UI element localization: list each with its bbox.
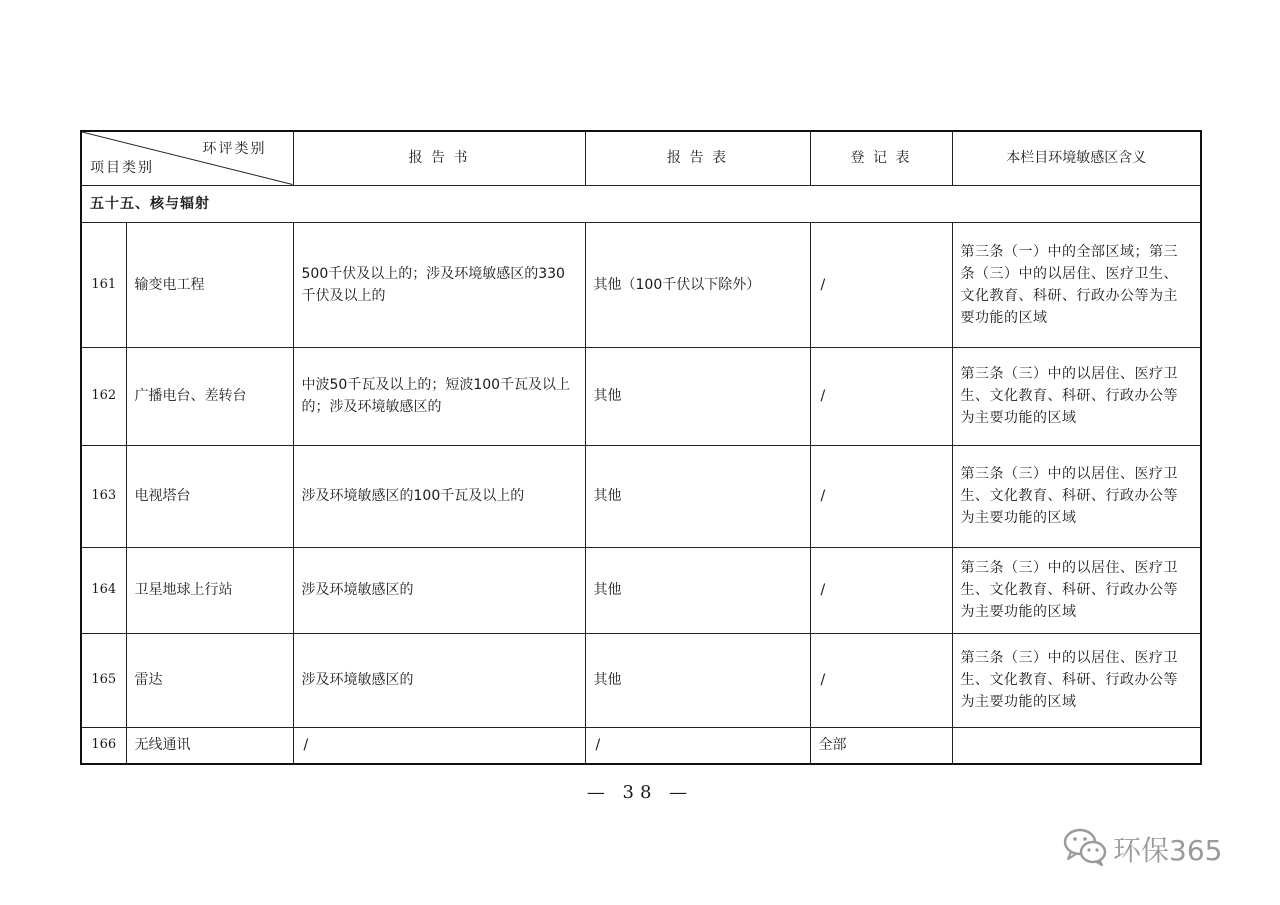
section-title: 五十五、核与辐射	[81, 185, 1201, 222]
form-condition: /	[585, 727, 810, 764]
table-row	[81, 445, 1201, 547]
watermark-text: 环保365	[1113, 834, 1223, 867]
table-row	[81, 222, 1201, 347]
project-name: 广播电台、差转台	[126, 347, 293, 445]
table-row	[81, 547, 1201, 633]
register-condition: 全部	[810, 727, 952, 764]
eia-category-table	[80, 130, 1202, 765]
sensitive-area-definition: 第三条（三）中的以居住、医疗卫生、文化教育、科研、行政办公等为主要功能的区域	[952, 445, 1201, 547]
report-condition: /	[293, 727, 585, 764]
diagonal-top-label: 环评类别	[202, 141, 267, 157]
form-condition: 其他	[585, 547, 810, 633]
column-header-sensitive: 本栏目环境敏感区含义	[952, 131, 1201, 185]
column-header-report: 报 告 书	[293, 131, 585, 185]
form-condition: 其他	[585, 347, 810, 445]
register-condition: /	[810, 445, 952, 547]
row-number: 166	[81, 727, 126, 764]
table-row	[81, 633, 1201, 727]
report-condition: 涉及环境敏感区的	[293, 633, 585, 727]
sensitive-area-definition: 第三条（三）中的以居住、医疗卫生、文化教育、科研、行政办公等为主要功能的区域	[952, 347, 1201, 445]
row-number: 162	[81, 347, 126, 445]
row-number: 161	[81, 222, 126, 347]
project-name: 电视塔台	[126, 445, 293, 547]
report-condition: 涉及环境敏感区的	[293, 547, 585, 633]
register-condition: /	[810, 633, 952, 727]
header-row	[81, 131, 1201, 185]
sensitive-area-definition: 第三条（三）中的以居住、医疗卫生、文化教育、科研、行政办公等为主要功能的区域	[952, 547, 1201, 633]
sensitive-area-definition	[952, 727, 1201, 764]
project-name: 输变电工程	[126, 222, 293, 347]
form-condition: 其他	[585, 445, 810, 547]
report-condition: 500千伏及以上的；涉及环境敏感区的330千伏及以上的	[293, 222, 585, 347]
watermark	[1063, 826, 1253, 872]
page-number: — 38 —	[586, 782, 694, 803]
report-condition: 中波50千瓦及以上的；短波100千瓦及以上的；涉及环境敏感区的	[293, 347, 585, 445]
column-header-register: 登 记 表	[810, 131, 952, 185]
register-condition: /	[810, 222, 952, 347]
sensitive-area-definition: 第三条（三）中的以居住、医疗卫生、文化教育、科研、行政办公等为主要功能的区域	[952, 633, 1201, 727]
register-condition: /	[810, 347, 952, 445]
project-name: 雷达	[126, 633, 293, 727]
section-row	[81, 185, 1201, 222]
column-header-form: 报 告 表	[585, 131, 810, 185]
report-condition: 涉及环境敏感区的100千瓦及以上的	[293, 445, 585, 547]
diagonal-header-cell	[81, 131, 293, 185]
register-condition: /	[810, 547, 952, 633]
table-row	[81, 727, 1201, 764]
project-name: 无线通讯	[126, 727, 293, 764]
form-condition: 其他	[585, 633, 810, 727]
row-number: 165	[81, 633, 126, 727]
project-name: 卫星地球上行站	[126, 547, 293, 633]
row-number: 164	[81, 547, 126, 633]
diagonal-bottom-label: 项目类别	[90, 159, 154, 176]
form-condition: 其他（100千伏以下除外）	[585, 222, 810, 347]
sensitive-area-definition: 第三条（一）中的全部区域；第三条（三）中的以居住、医疗卫生、文化教育、科研、行政办公等为主要功能的区域	[952, 222, 1201, 347]
table-row	[81, 347, 1201, 445]
wechat-icon	[1063, 827, 1107, 871]
row-number: 163	[81, 445, 126, 547]
